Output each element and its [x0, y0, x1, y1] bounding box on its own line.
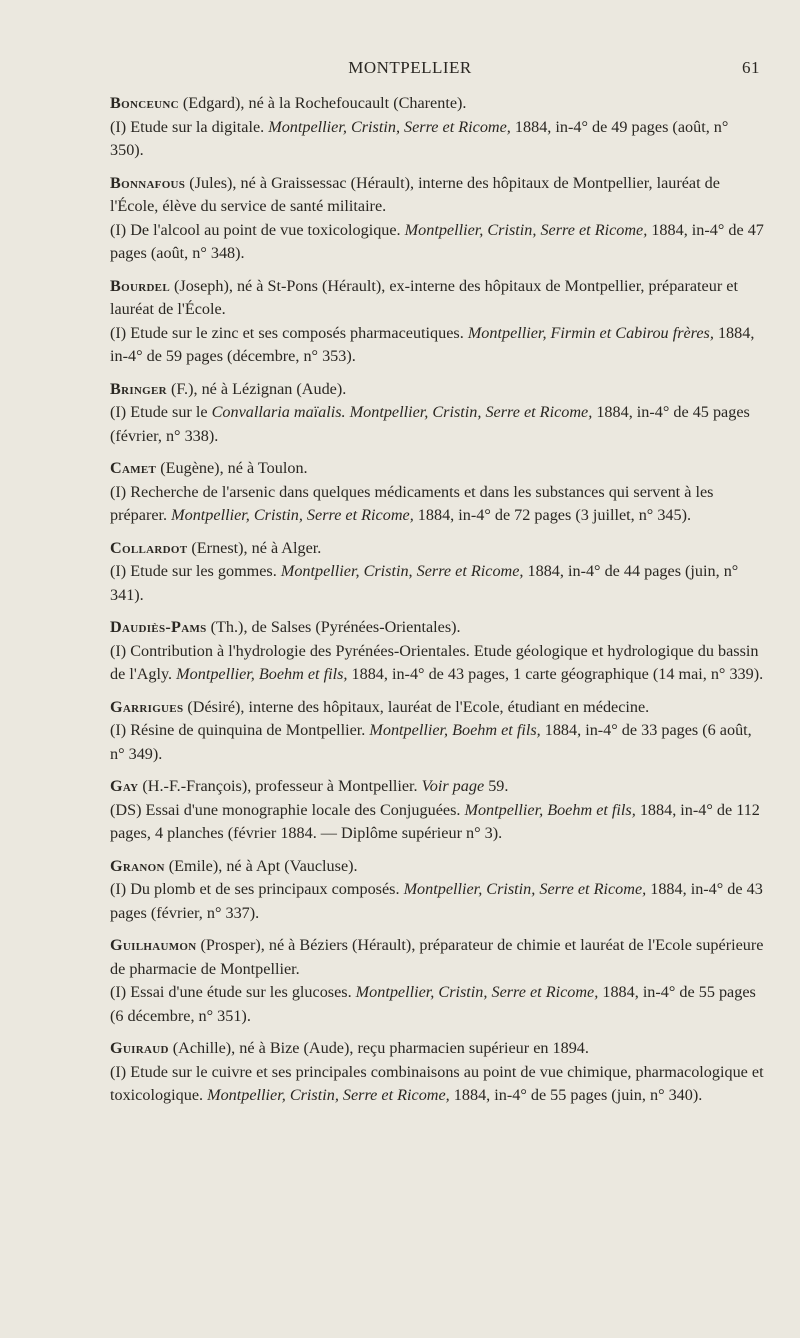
entry-list [110, 92, 765, 1117]
author-bio: (Th.), de Salses (Pyrénées-Orientales). [206, 618, 461, 636]
author-bio: (Edgard), né à la Rochefoucault (Charente). [178, 94, 467, 112]
thesis-citation [110, 401, 765, 448]
thesis-citation [110, 322, 765, 369]
publisher: Montpellier, Cristin, Serre et Ricome, [355, 983, 599, 1001]
publisher: Montpellier, Cristin, Serre et Ricome, [403, 880, 647, 898]
thesis-title: (I) Etude sur le zinc et ses composés pharmaceutiques. [110, 323, 468, 342]
publication-details: 1884, in-4° de 49 pages (août, n° 350). [110, 117, 729, 159]
author-heading [110, 616, 765, 640]
author-entry [110, 537, 765, 608]
author-name: Bonceunc [110, 94, 179, 112]
cross-reference-page: 59. [484, 777, 509, 795]
publisher: Montpellier, Cristin, Serre et Ricome, [268, 117, 511, 136]
author-heading [110, 855, 765, 879]
thesis-title: (I) Etude sur les gommes. [110, 562, 281, 580]
thesis-citation [110, 878, 765, 925]
author-name: Bringer [110, 379, 167, 398]
thesis-citation [110, 719, 765, 766]
publication-details: 1884, in-4° de 55 pages (juin, n° 340). [449, 1086, 703, 1104]
thesis-title: (I) De l'alcool au point de vue toxicologique. [110, 220, 405, 239]
thesis-citation [110, 981, 765, 1028]
author-heading [110, 537, 765, 561]
author-name: Bourdel [110, 276, 170, 295]
author-bio: (H.-F.-François), professeur à Montpellier. [138, 777, 422, 795]
publication-details: 1884, in-4° de 59 pages (décembre, n° 353). [110, 323, 755, 365]
author-heading [110, 457, 765, 481]
publication-details: 1884, in-4° de 33 pages (6 août, n° 349). [110, 721, 752, 763]
thesis-citation [110, 560, 765, 607]
page-header [60, 58, 760, 82]
publication-details: 1884, in-4° de 72 pages (3 juillet, n° 345). [413, 506, 692, 524]
author-bio: (Ernest), né à Alger. [187, 538, 322, 557]
thesis-title: (I) Contribution à l'hydrologie des Pyrénées-Orientales. Etude géologique et hydrologique du bassin de l'Agly. [110, 641, 759, 683]
publication-details: 1884, in-4° de 55 pages (6 décembre, n° 351). [110, 983, 756, 1025]
author-heading [110, 172, 765, 219]
thesis-title: (I) Etude sur la digitale. [110, 117, 269, 136]
author-entry [110, 275, 765, 369]
thesis-title: (I) Essai d'une étude sur les glucoses. [110, 983, 356, 1001]
publication-details: 1884, in-4° de 45 pages (février, n° 338). [110, 403, 750, 445]
publisher: Convallaria maïalis. Montpellier, Cristin, Serre et Ricome, [211, 403, 593, 421]
thesis-title: (I) Du plomb et de ses principaux composés. [110, 880, 404, 898]
author-entry [110, 172, 765, 266]
author-name: Collardot [110, 538, 188, 557]
author-name: Guilhaumon [110, 936, 197, 954]
author-bio: (Achille), né à Bize (Aude), reçu pharmacien supérieur en 1894. [168, 1039, 589, 1057]
thesis-citation [110, 640, 765, 687]
publisher: Montpellier, Cristin, Serre et Ricome, [404, 220, 648, 239]
thesis-citation [110, 1061, 765, 1108]
publication-details: 1884, in-4° de 44 pages (juin, n° 341). [110, 562, 739, 604]
author-heading [110, 275, 765, 322]
thesis-title: (I) Etude sur le cuivre et ses principales combinaisons au point de vue chimique, pharmacologique et toxicologique. [110, 1062, 764, 1104]
author-name: Daudiès-Pams [110, 618, 207, 636]
publisher: Montpellier, Cristin, Serre et Ricome, [171, 506, 414, 524]
author-name: Bonnafous [110, 173, 186, 192]
thesis-citation [110, 799, 765, 846]
thesis-title: (I) Recherche de l'arsenic dans quelques médicaments et dans les substances qui servent à les préparer. [110, 482, 714, 524]
publisher: Montpellier, Cristin, Serre et Ricome, [207, 1086, 450, 1104]
publisher: Montpellier, Firmin et Cabirou frères, [467, 323, 714, 342]
page-number: 61 [742, 58, 760, 77]
author-name: Granon [110, 856, 165, 875]
author-heading [110, 1037, 765, 1061]
thesis-citation [110, 219, 765, 266]
author-entry [110, 696, 765, 767]
publication-details: 1884, in-4° de 43 pages, 1 carte géographique (14 mai, n° 339). [347, 665, 764, 683]
author-entry [110, 616, 765, 687]
publisher: Montpellier, Boehm et fils, [176, 665, 348, 683]
author-bio: (Prosper), né à Béziers (Hérault), préparateur de chimie et lauréat de l'Ecole supérieure de pharmacie de Montpellier. [110, 936, 764, 978]
author-entry [110, 457, 765, 528]
author-bio: (F.), né à Lézignan (Aude). [166, 379, 347, 398]
author-bio: (Emile), né à Apt (Vaucluse). [164, 856, 358, 875]
publisher: Montpellier, Boehm et fils, [369, 721, 541, 739]
thesis-citation [110, 116, 765, 163]
publication-details: 1884, in-4° de 112 pages, 4 planches (février 1884. — Diplôme supérieur n° 3). [110, 800, 760, 842]
author-name: Guiraud [110, 1039, 169, 1057]
author-entry [110, 775, 765, 846]
thesis-title: (DS) Essai d'une monographie locale des Conjuguées. [110, 800, 465, 819]
cross-reference: Voir page [421, 777, 485, 795]
author-name: Garrigues [110, 697, 184, 716]
publisher: Montpellier, Boehm et fils, [464, 800, 636, 819]
author-bio: (Jules), né à Graissessac (Hérault), interne des hôpitaux de Montpellier, lauréat de l'École, élève du service de santé militaire. [110, 173, 720, 215]
thesis-citation [110, 481, 765, 528]
publication-details: 1884, in-4° de 43 pages (février, n° 337). [110, 880, 763, 922]
thesis-title: (I) Résine de quinquina de Montpellier. [110, 721, 370, 739]
author-entry [110, 1037, 765, 1108]
author-entry [110, 855, 765, 926]
author-entry [110, 378, 765, 449]
running-title: MONTPELLIER [348, 58, 472, 77]
publisher: Montpellier, Cristin, Serre et Ricome, [280, 562, 524, 580]
author-heading [110, 934, 765, 981]
author-name: Gay [110, 777, 139, 795]
author-heading [110, 92, 765, 116]
author-heading [110, 378, 765, 402]
author-entry [110, 934, 765, 1028]
author-bio: (Désiré), interne des hôpitaux, lauréat de l'Ecole, étudiant en médecine. [183, 697, 650, 716]
publication-details: 1884, in-4° de 47 pages (août, n° 348). [110, 220, 764, 262]
author-heading [110, 775, 765, 799]
author-heading [110, 696, 765, 720]
thesis-title: (I) Etude sur le [110, 403, 212, 421]
author-name: Camet [110, 459, 157, 477]
author-entry [110, 92, 765, 163]
author-bio: (Eugène), né à Toulon. [156, 459, 308, 477]
author-bio: (Joseph), né à St-Pons (Hérault), ex-interne des hôpitaux de Montpellier, préparateur et lauréat de l'École. [110, 276, 738, 318]
